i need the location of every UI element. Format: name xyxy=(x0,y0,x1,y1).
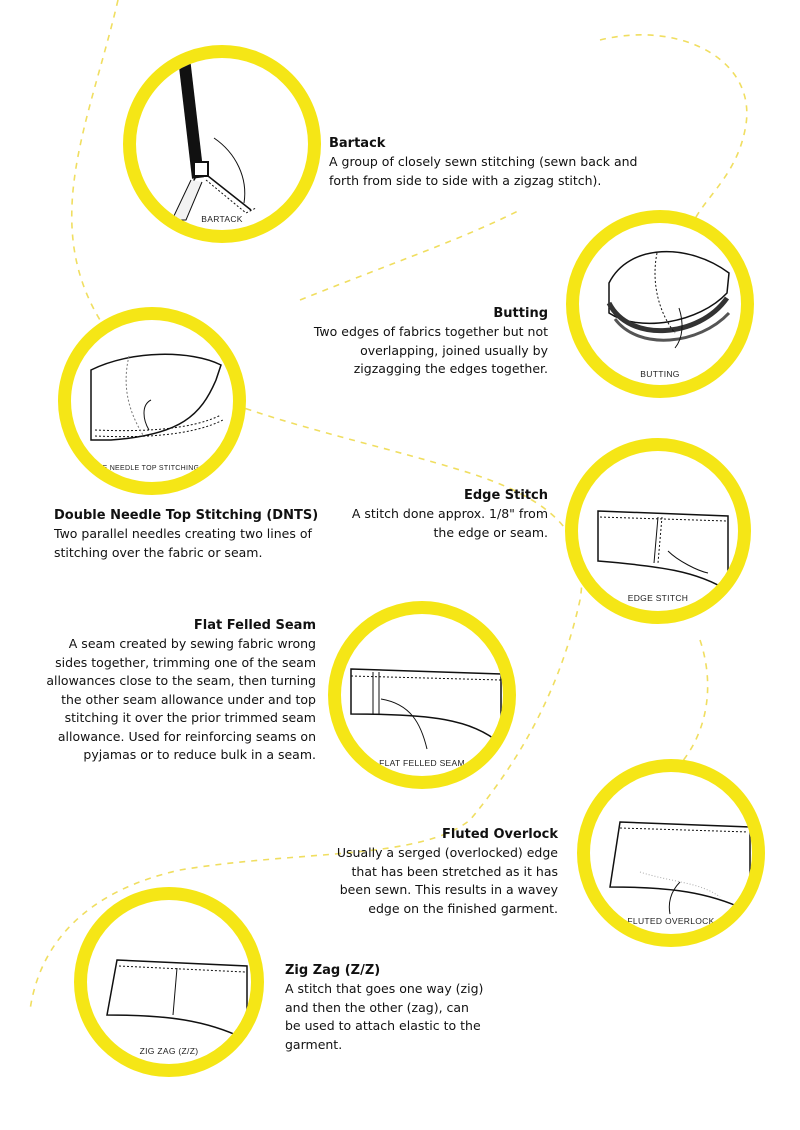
entry-title: Bartack xyxy=(329,136,386,151)
fluted-overlock-drawing xyxy=(590,772,752,934)
entry-edge-stitch xyxy=(330,487,548,542)
entry-body: A group of closely sewn stitching (sewn back and forth from side to side with a zigzag stitch). xyxy=(329,154,638,188)
flat-felled-seam-illustration xyxy=(328,601,516,789)
entry-body: Usually a serged (overlocked) edge that has been stretched as it has been sewn. This results in a wavey edge on the finished garment. xyxy=(336,845,558,916)
circle-label: BUTTING xyxy=(640,369,680,379)
dnts-drawing xyxy=(71,320,233,482)
circle-label: FLAT FELLED SEAM xyxy=(379,758,465,768)
butting-illustration xyxy=(566,210,754,398)
edge-stitch-illustration xyxy=(565,438,751,624)
flat-felled-seam-drawing xyxy=(341,614,503,776)
circle-label: EDGE STITCH xyxy=(627,593,689,603)
entry-body: A stitch done approx. 1/8" from the edge or seam. xyxy=(351,506,548,540)
entry-bartack xyxy=(329,135,659,190)
entry-butting xyxy=(300,305,548,379)
edge-stitch-drawing xyxy=(578,451,738,611)
zig-zag-illustration xyxy=(74,887,264,1077)
dnts-illustration xyxy=(58,307,246,495)
entry-title: Zig Zag (Z/Z) xyxy=(285,963,381,978)
entry-title: Fluted Overlock xyxy=(442,827,558,842)
butting-drawing xyxy=(579,223,741,385)
entry-dnts xyxy=(54,507,344,562)
entry-flat-felled-seam xyxy=(40,617,316,765)
circle-label: BARTACK xyxy=(201,214,243,224)
entry-body: A seam created by sewing fabric wrong sides together, trimming one of the seam allowances close to the seam, then turning the other seam allowance under and top stitching it over the prior trimmed seam allowance. Used for reinforcing seams on pyjamas or to reduce bulk in a seam. xyxy=(46,636,316,762)
circle-label: FLUTED OVERLOCK xyxy=(627,916,715,926)
circle-label: DOUBLE NEEDLE TOP STITCHING (DNTS) xyxy=(76,465,228,472)
entry-body: Two parallel needles creating two lines of stitching over the fabric or seam. xyxy=(54,526,312,560)
entry-zig-zag xyxy=(285,962,485,1054)
fluted-overlock-illustration xyxy=(577,759,765,947)
entry-title: Flat Felled Seam xyxy=(193,618,316,633)
entry-fluted-overlock xyxy=(318,826,558,918)
zig-zag-drawing xyxy=(87,900,251,1064)
circle-label: ZIG ZAG (Z/Z) xyxy=(139,1046,199,1056)
bartack-drawing xyxy=(136,58,308,230)
entry-title: Double Needle Top Stitching (DNTS) xyxy=(54,508,319,523)
entry-body: A stitch that goes one way (zig) and then the other (zag), can be used to attach elastic to the garment. xyxy=(285,981,484,1052)
entry-title: Edge Stitch xyxy=(463,488,548,503)
entry-body: Two edges of fabrics together but not overlapping, joined usually by zigzagging the edges together. xyxy=(313,324,548,376)
bartack-illustration xyxy=(123,45,321,243)
entry-title: Butting xyxy=(493,306,548,321)
